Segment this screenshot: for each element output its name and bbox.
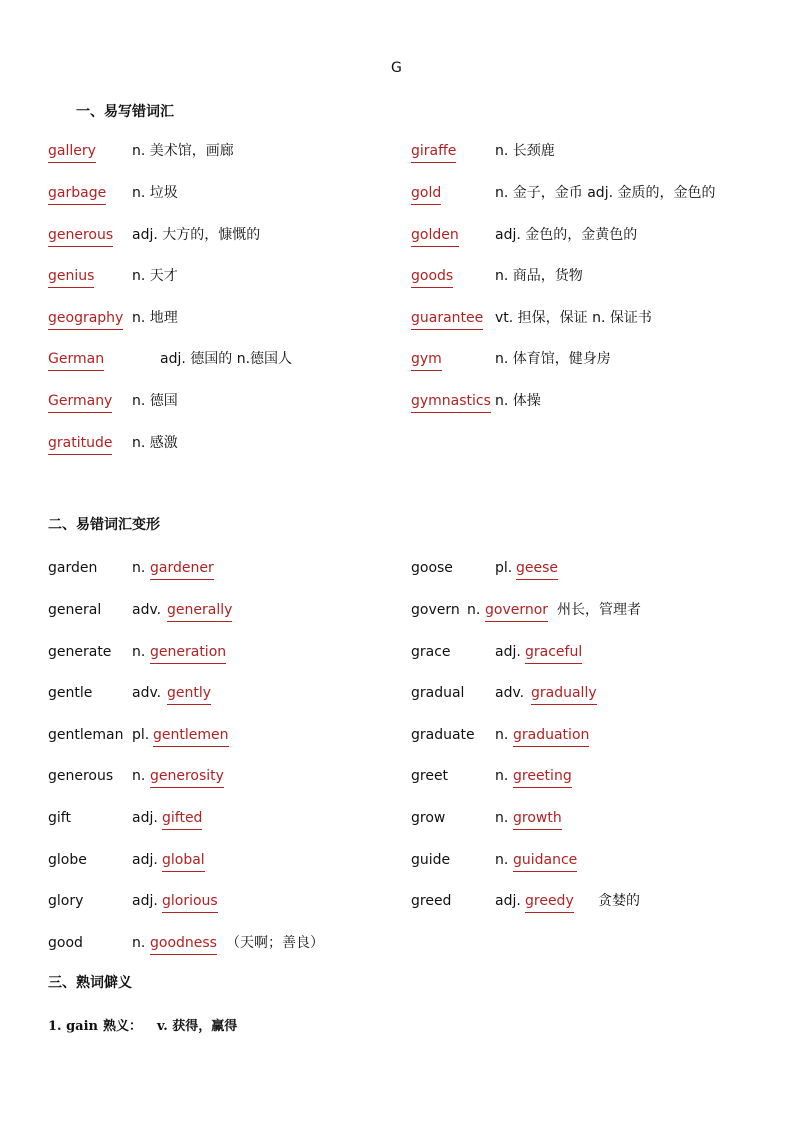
derived-form: growth — [513, 809, 562, 830]
vocab-definition: n. 长颈鹿 — [495, 143, 555, 159]
base-word: gift — [48, 810, 71, 826]
part-of-speech: n. — [132, 768, 146, 784]
entry-meaning: v. 获得，赢得 — [157, 1019, 238, 1034]
section3-heading: 三、熟词僻义 — [48, 975, 132, 991]
vocab-word: gold — [411, 184, 441, 205]
vocab-word: gratitude — [48, 434, 112, 455]
derived-form: gently — [167, 684, 211, 705]
vocab-definition: n. 德国 — [132, 393, 178, 409]
base-word: generous — [48, 768, 114, 784]
part-of-speech: adj. — [132, 810, 158, 826]
derived-form: generally — [167, 601, 232, 622]
vocab-definition: n. 商品，货物 — [495, 268, 583, 284]
form-note: （天啊；善良） — [226, 935, 324, 951]
derived-form: graduation — [513, 726, 589, 747]
part-of-speech: adv. — [495, 685, 525, 701]
vocab-definition: n. 地理 — [132, 310, 178, 326]
vocab-word: German — [48, 350, 104, 371]
part-of-speech: n. — [495, 810, 509, 826]
part-of-speech: adv. — [132, 602, 162, 618]
base-word: garden — [48, 560, 98, 576]
base-word: good — [48, 935, 83, 951]
vocab-word: guarantee — [411, 309, 483, 330]
vocab-word: gallery — [48, 142, 96, 163]
vocab-definition: adj. 德国的 n.德国人 — [160, 351, 293, 367]
vocab-definition: n. 感激 — [132, 435, 178, 451]
vocab-word: geography — [48, 309, 123, 330]
vocab-word: gym — [411, 350, 442, 371]
form-note: 州长，管理者 — [557, 602, 641, 618]
base-word: graduate — [411, 727, 475, 743]
part-of-speech: pl. — [132, 727, 150, 743]
base-word: govern — [411, 602, 460, 618]
form-note: 贪婪的 — [598, 893, 640, 909]
vocab-definition: n. 体操 — [495, 393, 541, 409]
derived-form: governor — [485, 601, 548, 622]
part-of-speech: n. — [467, 602, 481, 618]
base-word: greed — [411, 893, 452, 909]
vocab-definition: n. 垃圾 — [132, 185, 178, 201]
vocab-definition: vt. 担保，保证 n. 保证书 — [495, 310, 652, 326]
part-of-speech: adj. — [495, 893, 521, 909]
derived-form: gentlemen — [153, 726, 229, 747]
vocab-definition: n. 体育馆，健身房 — [495, 351, 611, 367]
derived-form: greeting — [513, 767, 572, 788]
base-word: grace — [411, 644, 451, 660]
base-word: grow — [411, 810, 446, 826]
derived-form: generosity — [150, 767, 224, 788]
section1-heading: 一、易写错词汇 — [76, 104, 174, 120]
vocab-definition: n. 天才 — [132, 268, 178, 284]
entry-label: 熟义： — [103, 1019, 143, 1034]
base-word: glory — [48, 893, 84, 909]
vocab-word: gymnastics — [411, 392, 491, 413]
vocab-word: genius — [48, 267, 94, 288]
derived-form: guidance — [513, 851, 577, 872]
derived-form: generation — [150, 643, 226, 664]
derived-form: glorious — [162, 892, 218, 913]
part-of-speech: n. — [132, 644, 146, 660]
derived-form: goodness — [150, 934, 217, 955]
base-word: gentleman — [48, 727, 124, 743]
vocab-word: goods — [411, 267, 453, 288]
vocab-word: garbage — [48, 184, 106, 205]
part-of-speech: n. — [495, 768, 509, 784]
derived-form: greedy — [525, 892, 574, 913]
base-word: guide — [411, 852, 451, 868]
vocab-definition: n. 美术馆，画廊 — [132, 143, 234, 159]
derived-form: gifted — [162, 809, 202, 830]
base-word: globe — [48, 852, 87, 868]
vocab-word: giraffe — [411, 142, 456, 163]
part-of-speech: pl. — [495, 560, 513, 576]
base-word: greet — [411, 768, 449, 784]
page-letter: G — [391, 60, 402, 76]
part-of-speech: adj. — [495, 644, 521, 660]
vocab-word: generous — [48, 226, 113, 247]
derived-form: graceful — [525, 643, 582, 664]
derived-form: global — [162, 851, 205, 872]
vocab-word: Germany — [48, 392, 112, 413]
part-of-speech: n. — [132, 935, 146, 951]
base-word: general — [48, 602, 102, 618]
derived-form: gradually — [531, 684, 597, 705]
base-word: gradual — [411, 685, 465, 701]
entry-number-word: 1. gain — [48, 1019, 99, 1034]
part-of-speech: adv. — [132, 685, 162, 701]
part-of-speech: adj. — [132, 893, 158, 909]
vocab-definition: n. 金子，金币 adj. 金质的，金色的 — [495, 185, 716, 201]
derived-form: gardener — [150, 559, 214, 580]
base-word: goose — [411, 560, 453, 576]
vocab-definition: adj. 金色的，金黄色的 — [495, 227, 638, 243]
vocab-word: golden — [411, 226, 459, 247]
vocab-definition: adj. 大方的，慷慨的 — [132, 227, 261, 243]
base-word: generate — [48, 644, 112, 660]
part-of-speech: adj. — [132, 852, 158, 868]
derived-form: geese — [516, 559, 558, 580]
section2-heading: 二、易错词汇变形 — [48, 517, 160, 533]
base-word: gentle — [48, 685, 93, 701]
part-of-speech: n. — [495, 727, 509, 743]
part-of-speech: n. — [132, 560, 146, 576]
part-of-speech: n. — [495, 852, 509, 868]
